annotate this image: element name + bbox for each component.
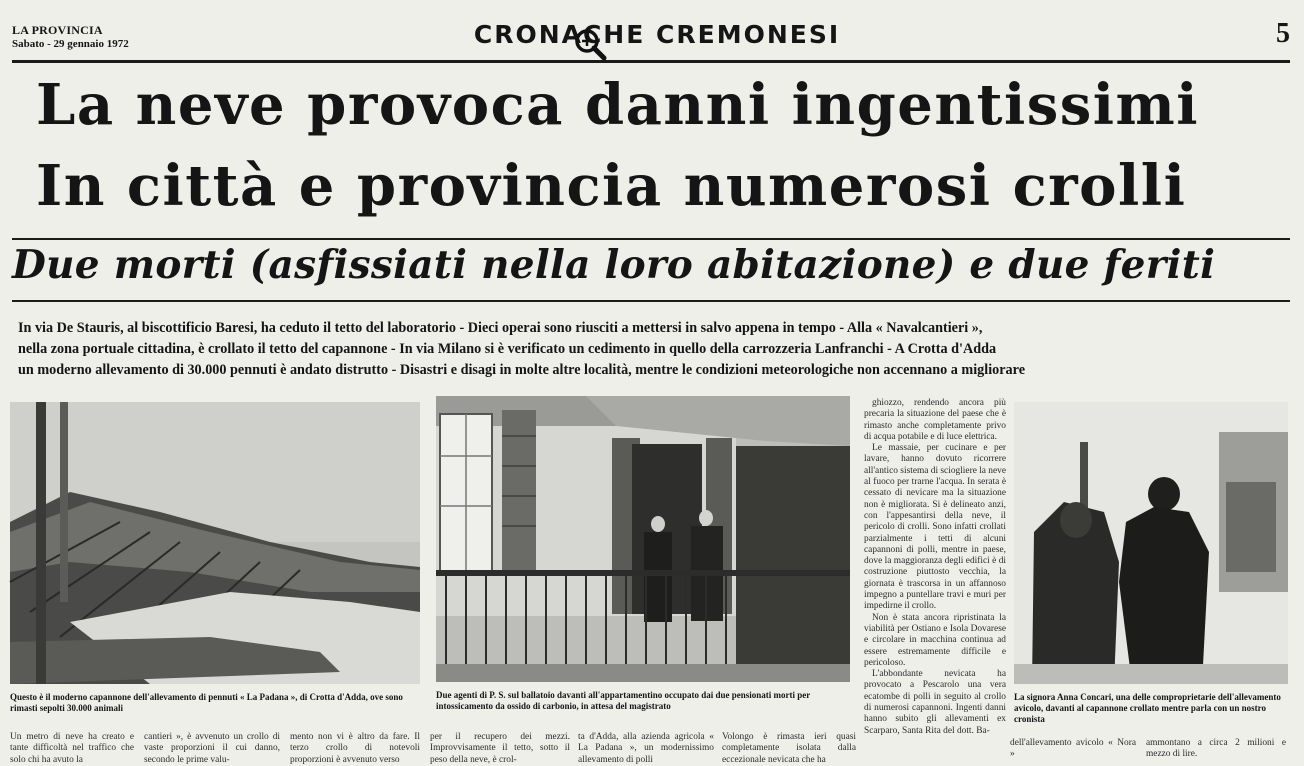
caption-left-photo: Questo è il moderno capannone dell'allevamento di pennuti « La Padana », di Crotta d'Adda, ove sono rimasti sepolti 30.000 animali: [10, 692, 403, 713]
photo-balcony-officers: [436, 396, 850, 682]
subhead-rule: [12, 300, 1290, 302]
column-paragraph: L'abbondante nevicata ha provocato a Pescarolo una vera ecatombe di polli in seguito al crollo di numerosi capannoni. Ingenti danni hanno subito gli allevamenti ex Scarparo, Santa Rita del dott. Ba-: [864, 669, 1006, 736]
bottom-column-7: dell'allevamento avicolo « Nora »: [1010, 738, 1136, 760]
caption-right-photo: La signora Anna Concari, una delle comproprietarie dell'allevamento avicolo, davanti al capannone crollato mentre parla con un nostro cronista: [1014, 692, 1281, 724]
bottom-column-8: ammontano a circa 2 milioni e mezzo di lire.: [1146, 738, 1286, 760]
column-right-text: [864, 398, 1007, 736]
section-title: CRONACHE CREMONESI: [473, 20, 841, 49]
summary-line: In via De Stauris, al biscottificio Baresi, ha ceduto il tetto del laboratorio - Dieci operai sono riusciti a mettersi in salvo appena in tempo - Alla « Navalcantieri »,: [18, 320, 983, 336]
headline-rule: [12, 238, 1290, 240]
column-paragraph: Non è stata ancora ripristinata la viabilità per Ostiano e Isola Dovarese e circolare in macchina continua ad essere estremamente difficile e pericoloso.: [864, 612, 1006, 668]
column-paragraph: ghiozzo, rendendo ancora più precaria la situazione del paese che è rimasto anche completamente privo di acqua potabile e di luce elettrica.: [864, 398, 1006, 442]
bottom-column-4: per il recupero dei mezzi. Improvvisamente il tetto, sotto il peso della neve, è crol-: [430, 732, 570, 765]
photo-collapsed-barn: [10, 402, 420, 684]
summary-line: nella zona portuale cittadina, è crollato il tetto del capannone - In via Milano si è verificato un cedimento in quello della carrozzeria Lanfranchi - A Crotta d'Adda: [18, 341, 997, 357]
bottom-column-1: Un metro di neve ha creato e tante difficoltà nel traffico che solo chi ha avuto la: [10, 732, 134, 765]
zoom-in-icon[interactable]: [572, 26, 608, 62]
bottom-column-3: mento non vi è altro da fare. Il terzo crollo di notevoli proporzioni è avvenuto verso: [290, 732, 420, 765]
masthead: [12, 18, 1294, 58]
bottom-column-5: ta d'Adda, alla azienda agricola « La Padana », un modernissimo allevamento di polli: [578, 732, 714, 765]
photo-woman-reporter: [1014, 402, 1288, 684]
issue-date: Sabato - 29 gennaio 1972: [12, 38, 129, 50]
summary-paragraph: [18, 318, 1280, 381]
summary-line: un moderno allevamento di 30.000 pennuti è andato distrutto - Disastri e disagi in molte altre località, mentre le condizioni meteorologiche non accennano a migliorare: [18, 362, 1025, 378]
masthead-left: [12, 23, 129, 51]
caption-middle-photo: Due agenti di P. S. sul ballatoio davanti all'appartamentino occupato dai due pensionati morti per intossicamento da ossido di carbonio, in attesa del magistrato: [436, 690, 811, 711]
paper-name: LA PROVINCIA: [12, 23, 103, 37]
headline-line-2: In città e provincia numerosi crolli: [36, 153, 1187, 219]
subheadline: Due morti (asfissiati nella loro abitazione) e due feriti: [12, 242, 1216, 288]
bottom-column-6: Volongo è rimasta ieri quasi completamente isolata dalla eccezionale nevicata che ha: [722, 732, 856, 765]
bottom-column-2: cantieri », è avvenuto un crollo di vaste proporzioni il cui danno, secondo le prime valu-: [144, 732, 280, 765]
masthead-rule: [12, 60, 1290, 63]
column-paragraph: Le massaie, per cucinare e per lavare, hanno dovuto ricorrere all'antico sistema di sciogliere la neve al fuoco per trarne l'acqua. In serata è cessato di nevicare ma la situazione non è migliorata. Si è delineato anzi, con l'appesantirsi della neve, il pericolo di crolli. Sono infatti crollati parzialmente i tetti di alcuni capannoni di polli, mentre in paese, dove la maggioranza degli edifici è di costruzione piuttosto vecchia, la giornata è trascorsa in un affannoso impegno a puntellare travi e muri per impedirne il crollo.: [864, 443, 1007, 612]
headline-line-1: La neve provoca danni ingentissimi: [36, 72, 1200, 138]
page-number: 5: [1276, 18, 1290, 49]
